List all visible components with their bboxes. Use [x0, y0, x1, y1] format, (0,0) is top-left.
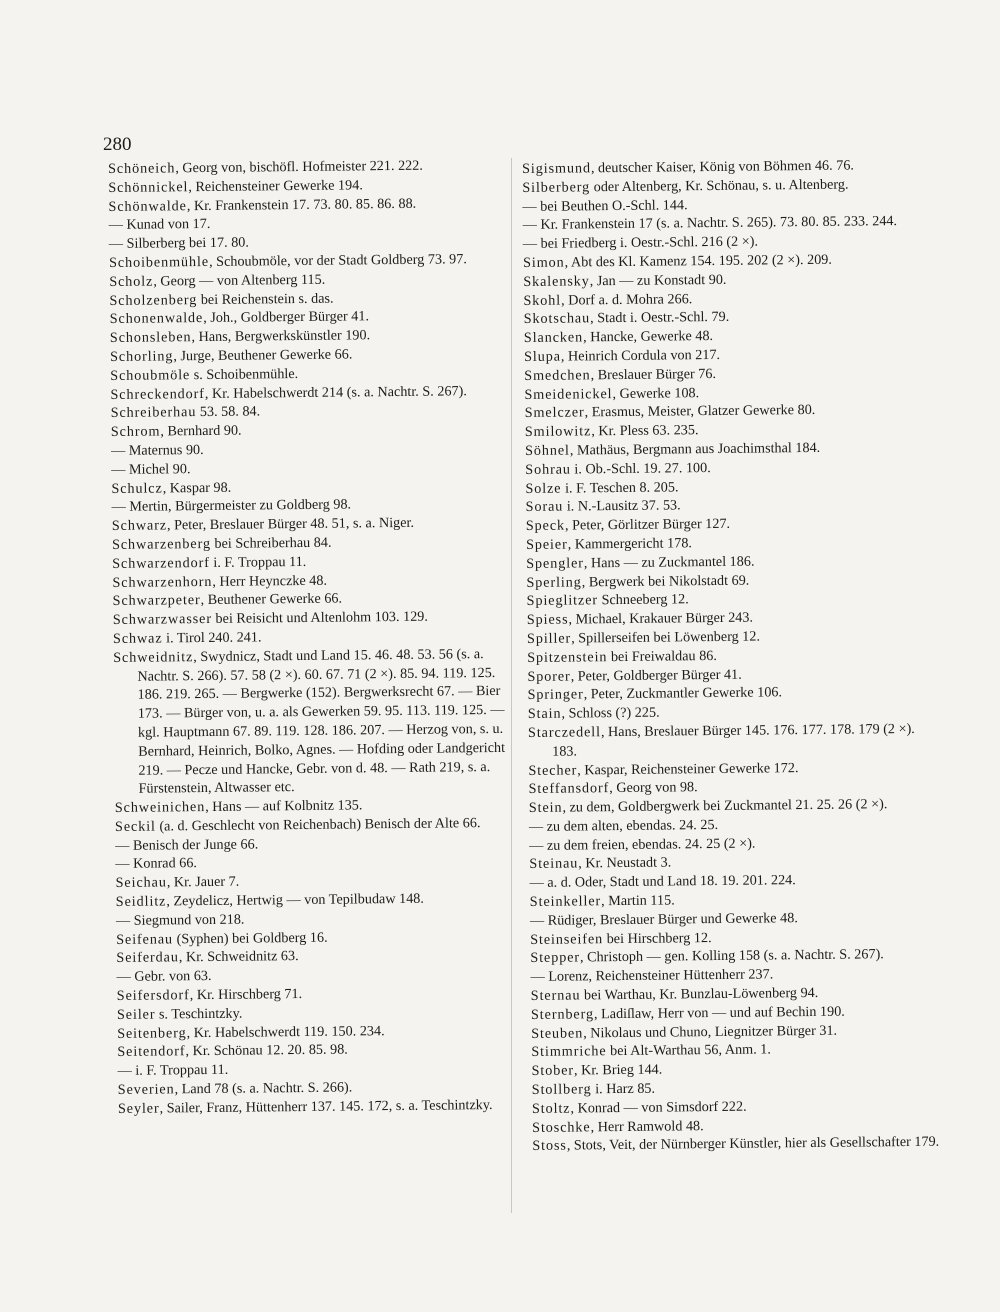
entry-headword: Spieglitzer — [526, 592, 599, 610]
entry-text: , Kr. Jauer 7. — [166, 873, 240, 891]
entry-text: , Bernhard 90. — [160, 422, 242, 440]
entry-headword: Spitzenstein — [527, 648, 608, 666]
entry-text: , Georg von, bischöfl. Hofmeister 221. 222. — [175, 157, 423, 177]
entry-headword: Schweinichen — [114, 799, 206, 817]
entry-text: , Hans, Breslauer Bürger 145. 176. 177. 178. 179 (2 ×). 183. — [552, 720, 915, 760]
entry-text: , Kaspar, Reichensteiner Gewerke 172. — [577, 759, 799, 778]
entry-headword: Stober — [531, 1062, 575, 1080]
entry-headword: Seiferdau — [116, 949, 179, 967]
entry-headword: Springer — [527, 686, 584, 704]
entry-headword: Steinkeller — [529, 893, 602, 911]
entry-headword: Stimmriche — [531, 1043, 607, 1061]
entry-headword: Schrom — [110, 423, 161, 441]
entry-headword: Schonenwalde — [109, 310, 204, 328]
index-entry — [528, 720, 938, 762]
entry-headword: Stollberg — [531, 1081, 592, 1098]
entry-text: — Rüdiger, Breslauer Bürger und Gewerke 48. — [529, 910, 798, 929]
entry-text: , Swydnicz, Stadt und Land 15. 46. 48. 53. 56 (s. a. Nachtr. S. 266). 57. 58 (2 ×). 60. 67. 71 (2 ×). 85. 94. 119. 125. 186. 219. 265. — Bergwerke (152). Bergwerksrecht 67. — Bier 173. — Bürger von, u. a. als Gewerken 59. 95. 113. 119. 125. — kgl. Hauptmann 67. 89. 119. 128. 186. 207. — Herzog von, s. u. Bernhard, Heinrich, Bolko, Agnes. — Hofding oder Landgericht 219. — Pecze und Hancke, Gebr. von d. 48. — Rath 219, s. a. Fürstenstein, Altwasser etc. — [137, 645, 506, 798]
entry-text: bei Reichenstein s. das. — [197, 290, 334, 308]
index-entry — [113, 645, 510, 800]
entry-text: , Kr. Pless 63. 235. — [591, 422, 699, 440]
entry-text: , Land 78 (s. a. Nachtr. S. 266). — [174, 1079, 353, 1098]
entry-headword: Sigismund — [522, 160, 591, 177]
entry-headword: Stoss — [532, 1138, 567, 1155]
entry-text: , Kaspar 98. — [162, 479, 232, 496]
entry-text: — Benisch der Junge 66. — [115, 836, 259, 854]
entry-headword: Schoubmöle — [110, 366, 191, 384]
index-entry — [118, 1096, 513, 1119]
entry-headword: Schorling — [109, 348, 174, 365]
entry-headword: Stecher — [528, 761, 578, 779]
entry-text: , Stots, Veit, der Nürnberger Künstler, hier als Gesellschafter 179. — [566, 1134, 940, 1155]
entry-headword: Skotschau — [523, 310, 591, 328]
entry-text: , Georg — von Altenberg 115. — [153, 271, 326, 290]
entry-text: , Peter, Zuckmantler Gewerke 106. — [583, 684, 783, 703]
entry-text: , Konrad — von Simsdorf 222. — [570, 1098, 747, 1117]
entry-text: , Ladiſlaw, Herr von — und auf Bechin 190. — [593, 1003, 845, 1023]
entry-text: , Herr Ramwold 48. — [590, 1117, 704, 1135]
entry-text: , zu dem, Goldbergwerk bei Zuckmantel 21. 25. 26 (2 ×). — [562, 796, 888, 816]
entry-text: , Abt des Kl. Kamenz 154. 195. 202 (2 ×). 209. — [564, 251, 833, 271]
entry-headword: Speier — [525, 536, 568, 553]
entry-text: , Jan — zu Konstadt 90. — [589, 271, 727, 290]
entry-text: , Schloss (?) 225. — [561, 704, 660, 722]
entry-text: , Beuthener Gewerke 66. — [200, 590, 343, 609]
entry-headword: Scholz — [109, 273, 154, 290]
entry-text: i. Harz 85. — [591, 1080, 656, 1098]
entry-text: , Zeydelicz, Hertwig — von Tepilbudaw 148. — [166, 890, 424, 910]
entry-headword: Seitendorf — [117, 1043, 186, 1061]
entry-text: , Christoph — gen. Kolling 158 (s. a. Nachtr. S. 267). — [579, 946, 884, 966]
entry-headword: Seifersdorf — [116, 987, 190, 1005]
entry-headword: Sternau — [530, 987, 581, 1005]
entry-text: — bei Beuthen O.-Schl. 144. — [522, 196, 688, 215]
entry-text: i. F. Troppau 11. — [209, 553, 307, 571]
entry-text: , Jurge, Beuthener Gewerke 66. — [173, 346, 353, 365]
entry-text: bei Hirschberg 12. — [603, 929, 712, 947]
entry-text: Schneeberg 12. — [597, 591, 689, 609]
entry-text: , Spillerseifen bei Löwenberg 12. — [571, 628, 761, 647]
entry-text: i. Tirol 240. 241. — [162, 629, 262, 647]
entry-text: — Michel 90. — [111, 460, 191, 478]
entry-text: , Peter, Breslauer Bürger 48. 51, s. a. Niger. — [166, 514, 415, 534]
entry-headword: Schwarzenberg — [111, 535, 211, 553]
entry-headword: Speck — [525, 517, 566, 535]
entry-headword: Smeidenickel — [524, 385, 613, 403]
entry-text: — bei Friedberg i. Oestr.-Schl. 216 (2 ×). — [522, 233, 759, 253]
entry-headword: Schoibenmühle — [108, 253, 210, 271]
entry-headword: Sporer — [527, 668, 571, 685]
entry-text: , Sailer, Franz, Hüttenherr 137. 145. 172, s. a. Teschintzky. — [159, 1096, 493, 1117]
index-entry — [532, 1133, 942, 1156]
entry-headword: Slupa — [523, 348, 561, 365]
entry-text: , Peter, Goldberger Bürger 41. — [570, 666, 742, 685]
entry-text: bei Warthau, Kr. Bunzlau-Löwenberg 94. — [580, 985, 819, 1004]
entry-text: bei Schreiberhau 84. — [210, 534, 332, 552]
entry-headword: Stepper — [530, 949, 581, 967]
entry-text: , Reichensteiner Gewerke 194. — [188, 177, 363, 195]
entry-text: bei Reisicht und Altenlohm 103. 129. — [211, 608, 428, 628]
entry-text: oder Altenberg, Kr. Schönau, s. u. Altenberg. — [590, 176, 849, 196]
entry-text: , Michael, Krakauer Bürger 243. — [568, 609, 754, 628]
entry-text: , Mathäus, Bergmann aus Joachimsthal 184. — [569, 439, 821, 459]
entry-headword: Schwarzpeter — [112, 592, 201, 610]
entry-text: , Kr. Neustadt 3. — [578, 854, 672, 872]
entry-text: , Hans — zu Zuckmantel 186. — [583, 553, 755, 572]
entry-headword: Sohrau — [525, 461, 571, 478]
entry-text: (Syphen) bei Goldberg 16. — [172, 929, 328, 948]
entry-text: — Lorenz, Reichensteiner Hüttenherr 237. — [530, 966, 774, 986]
entry-text: — i. F. Troppau 11. — [117, 1062, 229, 1080]
entry-headword: Scholzenberg — [109, 291, 198, 309]
entry-headword: Schonsleben — [109, 329, 192, 347]
entry-text: s. Schoibenmühle. — [190, 365, 299, 383]
entry-headword: Spengler — [526, 555, 584, 572]
entry-text: , Herr Heynczke 48. — [212, 572, 328, 590]
entry-text: — zu dem freien, ebendas. 24. 25 (2 ×). — [529, 835, 756, 854]
entry-headword: Steuben — [531, 1025, 584, 1042]
entry-headword: Sternberg — [530, 1006, 595, 1023]
entry-headword: Schwaz — [112, 630, 163, 647]
entry-headword: Spiller — [526, 630, 572, 647]
entry-text: — Konrad 66. — [115, 855, 198, 873]
entry-headword: Stein — [528, 799, 563, 817]
entry-text: , Schoubmöle, vor der Stadt Goldberg 73. 97. — [208, 251, 467, 270]
entry-text: — Kunad von 17. — [108, 216, 211, 234]
entry-headword: Smedchen — [524, 367, 591, 384]
entry-text: i. N.-Lausitz 37. 53. — [563, 497, 681, 515]
entry-text: — a. d. Oder, Stadt und Land 18. 19. 201. 224. — [529, 872, 796, 892]
entry-text: bei Alt-Warthau 56, Anm. 1. — [606, 1041, 771, 1060]
entry-headword: Schwarzendorf — [112, 554, 210, 572]
entry-text: (a. d. Geschlecht von Reichenbach) Benisch der Alte 66. — [155, 815, 481, 835]
entry-text: , Kammergericht 178. — [567, 535, 693, 553]
entry-headword: Schwarzenhorn — [112, 573, 213, 591]
entry-headword: Stoltz — [531, 1100, 571, 1117]
index-column-left — [108, 156, 513, 1119]
entry-headword: Schreiberhau — [110, 404, 197, 422]
entry-text: s. Teschintzky. — [155, 1005, 243, 1023]
entry-headword: Sperling — [526, 573, 582, 591]
entry-headword: Schwarz — [111, 517, 168, 535]
entry-text: , Hancke, Gewerke 48. — [582, 328, 714, 346]
entry-headword: Seyler — [117, 1100, 160, 1117]
entry-headword: Stoschke — [532, 1118, 591, 1136]
entry-headword: Severien — [117, 1081, 175, 1098]
entry-text: — Maternus 90. — [110, 441, 204, 459]
entry-text: — Siegmund von 218. — [115, 911, 245, 929]
entry-headword: Seifenau — [116, 931, 174, 948]
entry-headword: Skohl — [523, 292, 562, 309]
entry-text: , Martin 115. — [601, 892, 675, 910]
entry-headword: Seiler — [116, 1006, 156, 1023]
entry-text: , Stadt i. Oestr.-Schl. 79. — [590, 309, 730, 327]
entry-headword: Skalensky — [523, 273, 590, 290]
entry-text: , Dorf a. d. Mohra 266. — [561, 290, 693, 309]
entry-text: — zu dem alten, ebendas. 24. 25. — [528, 816, 719, 835]
page-number: 280 — [103, 134, 132, 155]
entry-headword: Sorau — [525, 498, 564, 516]
entry-headword: Schöneich — [108, 160, 176, 177]
entry-headword: Schönnickel — [108, 178, 189, 196]
entry-headword: Stain — [527, 705, 562, 723]
entry-headword: Steinau — [529, 855, 579, 873]
entry-text: i. Ob.-Schl. 19. 27. 100. — [570, 459, 711, 478]
entry-text: , Hans, Bergwerkskünstler 190. — [191, 327, 371, 346]
entry-text: i. F. Teschen 8. 205. — [561, 478, 679, 497]
entry-headword: Starczedell — [527, 724, 602, 741]
entry-text: 53. 58. 84. — [196, 403, 261, 421]
entry-text: , Bergwerk bei Nikolstadt 69. — [581, 572, 750, 590]
entry-headword: Schwarzwasser — [112, 611, 213, 629]
entry-text: , Joh., Goldberger Bürger 41. — [203, 308, 370, 327]
entry-headword: Solze — [525, 480, 562, 497]
entry-headword: Seitenberg — [117, 1024, 187, 1042]
entry-headword: Schweidnitz — [113, 648, 194, 666]
entry-text: , Kr. Schönau 12. 20. 85. 98. — [185, 1041, 348, 1060]
entry-text: , Erasmus, Meister, Glatzer Gewerke 80. — [584, 402, 816, 421]
entry-headword: Smilowitz — [524, 423, 592, 441]
entry-headword: Silberberg — [522, 179, 591, 196]
entry-text: , Gewerke 108. — [612, 384, 700, 402]
entry-text: bei Freiwaldau 86. — [607, 647, 717, 665]
entry-text: , Heinrich Cordula von 217. — [560, 346, 721, 365]
entry-headword: Seichau — [115, 874, 167, 892]
entry-text: , Kr. Schweidnitz 63. — [178, 948, 299, 966]
entry-text: — Silberberg bei 17. 80. — [108, 234, 249, 253]
index-column-right — [522, 156, 942, 1156]
entry-headword: Smelczer — [524, 404, 585, 422]
entry-text: — Gebr. von 63. — [116, 968, 212, 986]
entry-text: — Kr. Frankenstein 17 (s. a. Nachtr. S. 265). 73. 80. 85. 233. 244. — [522, 213, 898, 234]
entry-text: , deutscher Kaiser, König von Böhmen 46. 76. — [590, 157, 855, 177]
entry-text: , Peter, Görlitzer Bürger 127. — [564, 515, 731, 534]
entry-text: , Nikolaus und Chuno, Liegnitzer Bürger 31. — [583, 1022, 838, 1042]
entry-headword: Schulcz — [111, 479, 163, 497]
entry-text: , Kr. Frankenstein 17. 73. 80. 85. 86. 88. — [186, 195, 417, 214]
entry-headword: Steffansdorf — [528, 780, 610, 798]
entry-text: , Georg von 98. — [609, 779, 698, 797]
entry-text: — Mertin, Bürgermeister zu Goldberg 98. — [111, 496, 352, 516]
entry-headword: Slancken — [523, 329, 584, 347]
entry-headword: Spiess — [526, 611, 569, 629]
entry-text: , Breslauer Bürger 76. — [590, 365, 717, 384]
entry-headword: Seidlitz — [115, 893, 167, 911]
entry-headword: Simon — [522, 254, 565, 271]
entry-text: , Kr. Habelschwerdt 119. 150. 234. — [186, 1022, 385, 1041]
entry-headword: Steinseifen — [530, 930, 604, 948]
entry-text: , Hans — auf Kolbnitz 135. — [205, 797, 363, 816]
entry-headword: Söhnel — [524, 442, 570, 459]
entry-text: , Kr. Hirschberg 71. — [189, 986, 303, 1004]
entry-text: , Kr. Brieg 144. — [573, 1061, 663, 1079]
entry-headword: Seckil — [114, 818, 156, 835]
entry-headword: Schreckendorf — [110, 385, 205, 403]
entry-headword: Schönwalde — [108, 197, 187, 215]
entry-text: , Kr. Habelschwerdt 214 (s. a. Nachtr. S. 267). — [204, 382, 467, 402]
